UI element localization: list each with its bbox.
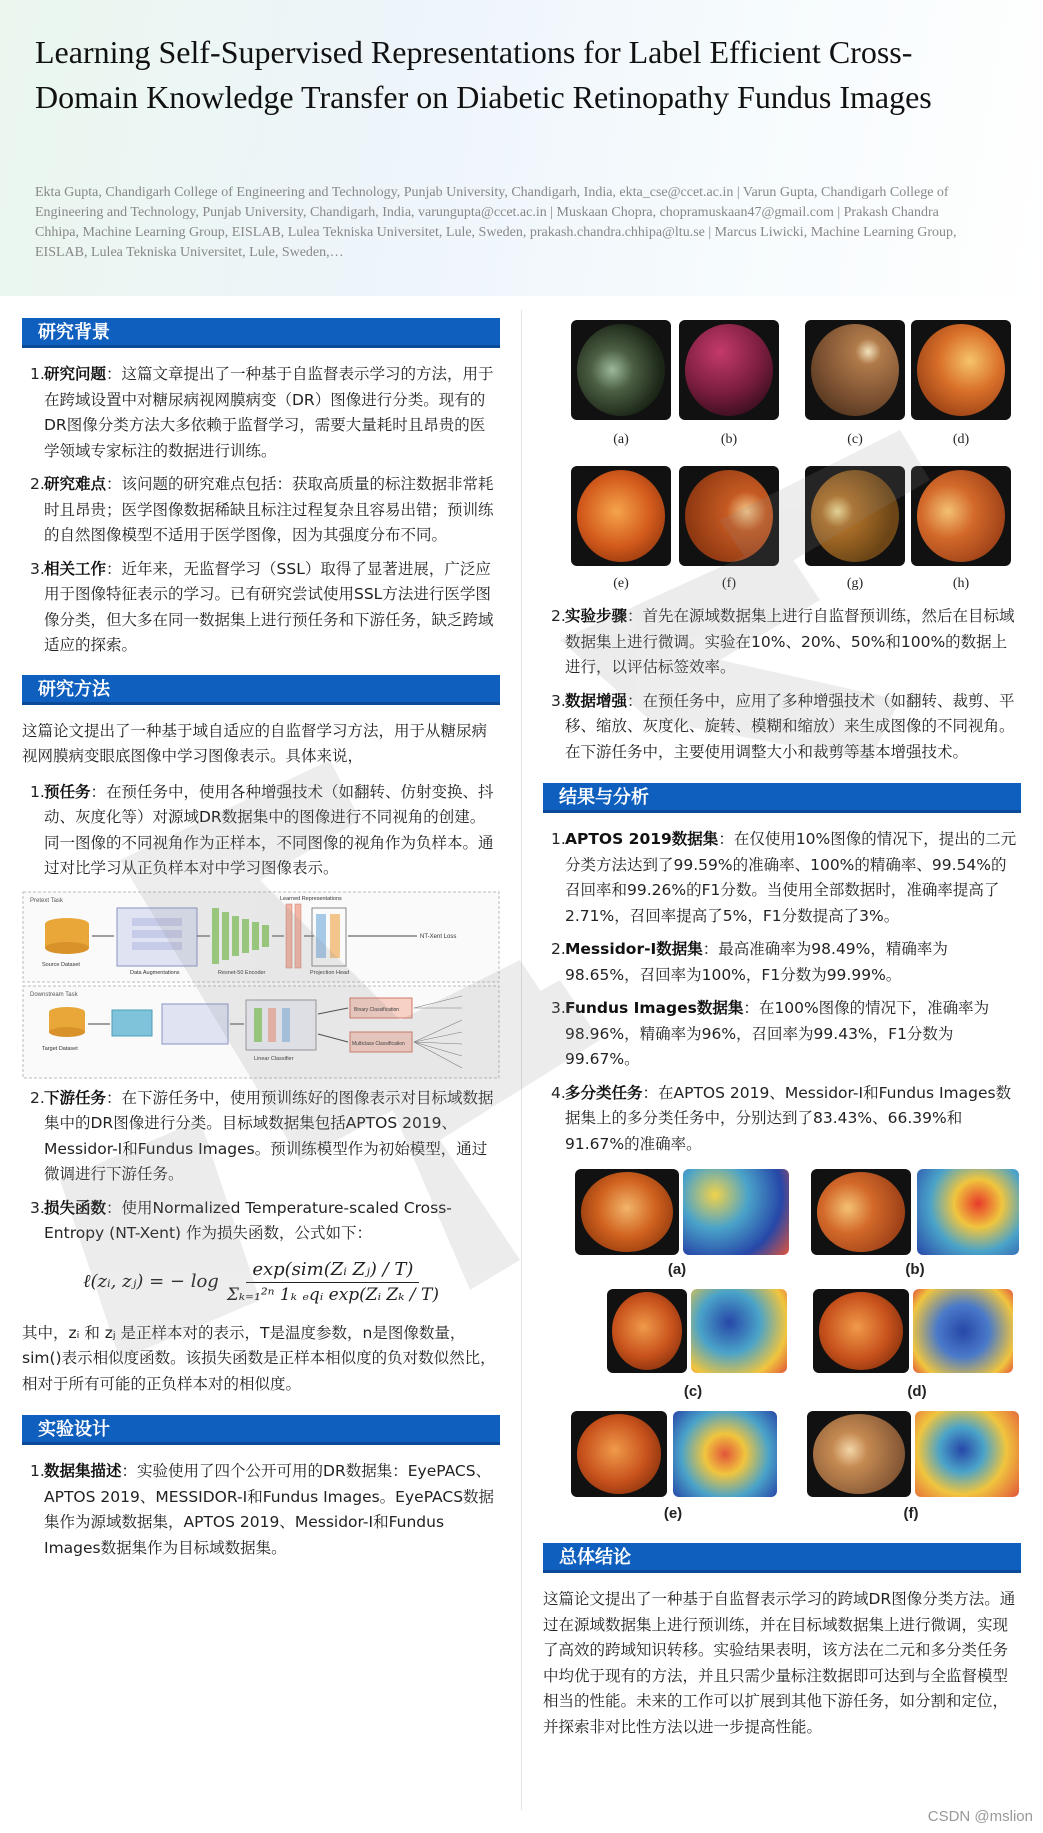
experiment-list: [22, 1459, 500, 1561]
item-number: 1.: [551, 830, 566, 848]
fundus-image: [805, 466, 905, 566]
method-list: [22, 780, 500, 882]
item-number: 4.: [551, 1083, 566, 1102]
heatmap-image: [683, 1169, 789, 1255]
fundus-image: [807, 1411, 911, 1497]
architecture-diagram: [22, 890, 500, 1080]
item-text: ：在APTOS 2019、Messidor-I和Fundus Images数据集上的多分类任务中，分别达到了83.43%、66.39%和91.67%的准确率。: [565, 1083, 1012, 1153]
binary-classification-label: Binary Classification: [354, 1006, 400, 1013]
figure-caption: (d): [952, 432, 970, 447]
heatmap-image: [691, 1289, 787, 1373]
heatmap-image: [673, 1411, 777, 1497]
item-text: ：首先在源域数据集上进行自监督预训练，然后在目标域数据集上进行微调。实验在10%、20%、50%和100%的数据上进行，以评估标签效率。: [565, 607, 1015, 676]
list-item: [22, 1086, 500, 1188]
fundus-image: [607, 1289, 687, 1373]
item-text: ：实验使用了四个公开可用的DR数据集：EyePACS、APTOS 2019、MESSIDOR-I和Fundus Images。EyePACS数据集作为源域数据集，APTOS 2019、Messidor-I和Fundus Images数据集作为目标域数据集。: [44, 1462, 495, 1557]
background-list: [22, 362, 500, 659]
item-keyword: 多分类任务: [565, 1083, 643, 1102]
representation-label: Learned Representations: [280, 895, 342, 902]
item-number: 2.: [30, 1088, 45, 1107]
list-item: [22, 557, 500, 659]
multiclass-classification-label: Multiclass Classification: [352, 1040, 405, 1047]
figure-caption: (h): [952, 576, 970, 591]
list-item: [22, 780, 500, 882]
fundus-image: [571, 1411, 667, 1497]
list-item: [22, 472, 500, 549]
fundus-image: [911, 466, 1011, 566]
item-text: ：该问题的研究难点包括：获取高质量的标注数据非常耗时且昂贵；医学图像数据稀缺且标注过程复杂且容易出错；预训练的自然图像模型不适用于医学图像，因为其强度分布不同。: [44, 475, 494, 544]
item-text: ：最高准确率为98.49%，精确率为98.65%，召回率为100%，F1分数为99.99%。: [565, 940, 948, 984]
item-text: ：这篇文章提出了一种基于自监督表示学习的方法，用于在跨域设置中对糖尿病视网膜病变（DR）图像进行分类。现有的DR图像分类方法大多依赖于监督学习，需要大量耗时且昂贵的医学领域专家标注的数据进行训练。: [44, 365, 494, 460]
item-keyword: 研究难点: [44, 475, 107, 493]
section-heading-method: 研究方法: [22, 675, 500, 705]
experiment-list-continued: [543, 604, 1021, 765]
list-item: [543, 827, 1021, 929]
downstream-label: Downstream Task: [30, 991, 78, 998]
method-list-continued: [22, 1086, 500, 1247]
target-dataset-label: Target Dataset: [42, 1045, 78, 1052]
figure-caption: (f): [903, 1505, 919, 1522]
paper-title: Learning Self-Supervised Representations for Label Efficient Cross-Domain Knowledge Transfer on Diabetic Retinopathy Fundus Images: [35, 34, 932, 115]
list-item: [543, 996, 1021, 1073]
figure-caption: (d): [907, 1383, 927, 1400]
item-number: 2.: [551, 940, 566, 958]
paper-authors: Ekta Gupta, Chandigarh College of Engineering and Technology, Punjab University, Chandigarh, India, ekta_cse@ccet.ac.in | Varun Gupta, Chandigarh College of Engineering and Technology, Punjab University, Chandigarh, India, varungupta@ccet.ac.in | Muskaan Chopra, chopramuskaan47@gmail.com | Prakash Chandra Chhipa, Machine Learning Group, EISLAB, Lulea Tekniska Universitet, Lule, Sweden, prakash.chandra.chhipa@ltu.se | Marcus Liwicki, Machine Learning Group, EISLAB, Lulea Tekniska Universitet, Lule, Sweden,…: [35, 185, 957, 260]
item-number: 1.: [30, 1462, 45, 1480]
figure-caption: (g): [846, 576, 864, 591]
list-item: [22, 1196, 500, 1247]
section-heading-results: 结果与分析: [543, 783, 1021, 813]
figure-caption: (b): [905, 1261, 925, 1278]
item-keyword: Messidor-I数据集: [565, 940, 703, 958]
item-keyword: 相关工作: [44, 559, 107, 578]
item-number: 3.: [551, 691, 566, 710]
fundus-image: [679, 320, 779, 420]
section-heading-conclusion: 总体结论: [543, 1543, 1021, 1573]
figure-caption: (e): [613, 576, 629, 591]
projection-label: Projection Head: [310, 969, 350, 976]
item-number: 3.: [30, 1198, 45, 1217]
heatmap-image: [917, 1169, 1019, 1255]
loss-label: NT-Xent Loss: [420, 933, 457, 940]
item-keyword: 实验步骤: [565, 607, 628, 625]
gradcam-figure: [543, 1165, 1021, 1535]
item-text: ：在100%图像的情况下，准确率为98.96%，精确率为96%，召回率为99.43%，F1分数为99.67%。: [565, 999, 990, 1068]
formula-lhs: ℓ(zᵢ, zⱼ) = − log: [83, 1271, 219, 1292]
loss-formula: [22, 1259, 500, 1305]
heatmap-image: [913, 1289, 1013, 1373]
list-item: [22, 362, 500, 464]
item-number: 1.: [30, 365, 45, 383]
source-dataset-label: Source Dataset: [42, 961, 80, 968]
item-text: ：在下游任务中，使用预训练好的图像表示对目标域数据集中的DR图像进行分类。目标域数据集包括APTOS 2019、Messidor-I和Fundus Images。预训练模型作为初始模型，通过微调进行下游任务。: [44, 1088, 494, 1183]
figure-caption: (c): [683, 1383, 703, 1400]
conclusion-text: 这篇论文提出了一种基于自监督表示学习的跨域DR图像分类方法。通过在源域数据集上进行预训练，并在目标域数据集上进行微调，实现了高效的跨域知识转移。实验结果表明，该方法在二元和多分类任务中均优于现有的方法，并且只需少量标注数据即可达到与全监督模型相当的性能。未来的工作可以扩展到其他下游任务，如分割和定位，并探索非对比性方法以进一步提高性能。: [543, 1590, 1016, 1736]
formula-denominator: Σₖ₌₁²ⁿ 1ₖ ₑqᵢ exp(Zᵢ Zₖ / T): [226, 1284, 439, 1305]
item-text: ：在仅使用10%图像的情况下，提出的二元分类方法达到了99.59%的准确率、100%的精确率、99.54%的召回率和99.26%的F1分数。当使用全部数据时，准确率提高了2.71%，召回率提高了5%，F1分数提高了3%。: [565, 830, 1017, 925]
fundus-image: [813, 1289, 909, 1373]
csdn-watermark: CSDN @mslion: [927, 1808, 1033, 1825]
figure-caption: (f): [722, 576, 736, 591]
heatmap-image: [915, 1411, 1019, 1497]
method-intro: 这篇论文提出了一种基于域自适应的自监督学习方法，用于从糖尿病视网膜病变眼底图像中学习图像表示。具体来说，: [22, 721, 488, 765]
poster-header: [0, 0, 1043, 296]
section-heading-background: 研究背景: [22, 318, 500, 348]
item-keyword: 数据增强: [565, 691, 628, 710]
fundus-image: [679, 466, 779, 566]
fundus-samples-figure: [543, 318, 1021, 598]
item-keyword: APTOS 2019数据集: [565, 830, 719, 848]
item-text: ：使用Normalized Temperature-scaled Cross-Entropy (NT-Xent) 作为损失函数，公式如下：: [44, 1198, 452, 1242]
item-number: 1.: [30, 782, 45, 801]
item-keyword: Fundus Images数据集: [565, 999, 744, 1017]
item-text: ：近年来，无监督学习（SSL）取得了显著进展，广泛应用于图像特征表示的学习。已有研究尝试使用SSL方法进行医学图像分类，但大多在同一数据集上进行预任务和下游任务，缺乏跨域适应的探索。: [44, 559, 494, 654]
column-divider: [521, 310, 522, 1810]
list-item: [543, 604, 1021, 681]
encoder-label: Resnet-50 Encoder: [218, 969, 266, 976]
linear-classifier-label: Linear Classifier: [254, 1055, 294, 1062]
fundus-image: [811, 1169, 911, 1255]
list-item: [543, 1081, 1021, 1158]
item-number: 2.: [551, 607, 566, 625]
figure-caption: (c): [847, 432, 863, 447]
list-item: [22, 1459, 500, 1561]
augment-label: Data Augmentations: [130, 969, 180, 976]
formula-numerator: exp(sim(Zᵢ Zⱼ) / T): [246, 1259, 419, 1283]
item-keyword: 预任务: [44, 782, 91, 801]
section-heading-experiment: 实验设计: [22, 1415, 500, 1445]
item-number: 3.: [551, 999, 566, 1017]
item-keyword: 研究问题: [44, 365, 107, 383]
item-keyword: 数据集描述: [44, 1462, 122, 1480]
item-number: 2.: [30, 475, 45, 493]
figure-caption: (a): [667, 1261, 687, 1278]
fundus-image: [575, 1169, 679, 1255]
item-keyword: 损失函数: [44, 1198, 107, 1217]
fundus-image: [571, 466, 671, 566]
figure-caption: (a): [613, 432, 629, 447]
formula-explanation: 其中，zᵢ 和 zⱼ 是正样本对的表示，T是温度参数，n是图像数量，sim()表示相似度函数。该损失函数是正样本相似度的负对数似然比，相对于所有可能的正负样本对的相似度。: [22, 1323, 496, 1393]
fundus-image: [571, 320, 671, 420]
fundus-image: [911, 320, 1011, 420]
list-item: [543, 937, 1021, 988]
results-list: [543, 827, 1021, 1157]
fundus-image: [805, 320, 905, 420]
item-text: ：在预任务中，应用了多种增强技术（如翻转、裁剪、平移、缩放、灰度化、旋转、模糊和缩放）来生成图像的不同视角。在下游任务中，主要使用调整大小和裁剪等基本增强技术。: [565, 691, 1015, 761]
figure-caption: (e): [663, 1505, 683, 1522]
right-column: [543, 318, 1021, 1750]
item-text: ：在预任务中，使用各种增强技术（如翻转、仿射变换、抖动、灰度化等）对源域DR数据集中的图像进行不同视角的创建。同一图像的不同视角作为正样本，不同图像的视角作为负样本。通过对比学习从正负样本对中学习图像表示。: [44, 782, 494, 877]
figure-caption: (b): [720, 432, 738, 447]
item-keyword: 下游任务: [44, 1088, 107, 1107]
list-item: [543, 689, 1021, 766]
pretext-label: Pretext Task: [30, 897, 63, 904]
item-number: 3.: [30, 559, 45, 578]
left-column: [22, 318, 500, 1569]
